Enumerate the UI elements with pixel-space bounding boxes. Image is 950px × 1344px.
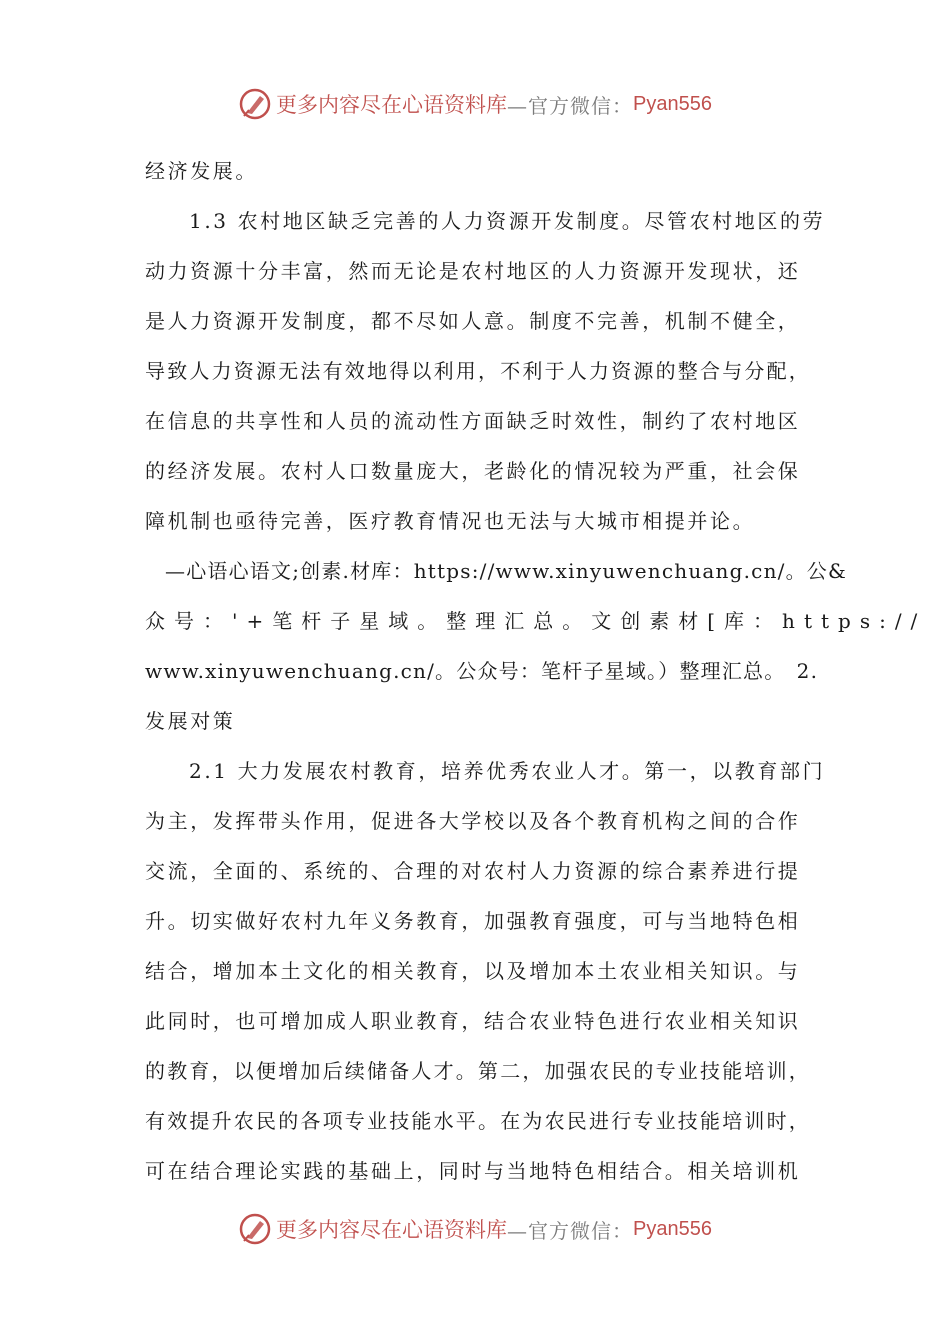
text-line: 升。切实做好农村九年义务教育，加强教育强度，可与当地特色相: [145, 909, 801, 933]
text-line: 的教育，以便增加后续储备人才。第二，加强农民的专业技能培训，: [145, 1059, 811, 1083]
section-heading-1-3: 1.3 农村地区缺乏完善的人力资源开发制度。尽管农村地区的劳: [189, 209, 826, 233]
header-banner-sub: —官方微信：: [507, 93, 634, 118]
text-line: 结合，增加本土文化的相关教育，以及增加本土农业相关知识。与: [145, 959, 801, 983]
quill-logo-icon: [238, 87, 272, 121]
text-line: 经济发展。: [145, 159, 258, 183]
text-line: 导致人力资源无法有效地得以利用，不利于人力资源的整合与分配，: [145, 359, 811, 383]
text-line: 动力资源十分丰富，然而无论是农村地区的人力资源开发现状，还: [145, 259, 801, 283]
header-banner-main: 更多内容尽在心语资料库: [276, 93, 508, 117]
header-watermark-banner: [0, 82, 950, 126]
header-banner-id: Pyan556: [633, 92, 712, 115]
text-line: 是人力资源开发制度，都不尽如人意。制度不完善，机制不健全，: [145, 309, 801, 333]
text-line: 的经济发展。农村人口数量庞大，老龄化的情况较为严重，社会保: [145, 459, 801, 483]
watermark-reference-line: —心语心语文;创素.材库：https://www.xinyuwenchuang.cn/。公&: [165, 559, 847, 583]
footer-banner-id: Pyan556: [633, 1217, 712, 1240]
footer-watermark-banner: [0, 1207, 950, 1251]
section-heading-2: 发展对策: [145, 709, 236, 733]
watermark-reference-line: www.xinyuwenchuang.cn/。公众号：笔杆子星域。）整理汇总。 2.: [145, 659, 819, 683]
text-line: 在信息的共享性和人员的流动性方面缺乏时效性，制约了农村地区: [145, 409, 801, 433]
text-line: 交流，全面的、系统的、合理的对农村人力资源的综合素养进行提: [145, 859, 801, 883]
quill-logo-icon: [238, 1212, 272, 1246]
watermark-reference-line: 众号：'+笔杆子星域。整理汇总。文创素材[库：https://: [145, 609, 927, 633]
text-line: 有效提升农民的各项专业技能水平。在为农民进行专业技能培训时，: [145, 1109, 811, 1133]
text-line: 此同时，也可增加成人职业教育，结合农业特色进行农业相关知识: [145, 1009, 801, 1033]
footer-banner-main: 更多内容尽在心语资料库: [276, 1218, 508, 1242]
text-line: 障机制也亟待完善，医疗教育情况也无法与大城市相提并论。: [145, 509, 756, 533]
text-line: 为主，发挥带头作用，促进各大学校以及各个教育机构之间的合作: [145, 809, 801, 833]
document-body: [145, 146, 927, 1196]
text-line: 可在结合理论实践的基础上，同时与当地特色相结合。相关培训机: [145, 1159, 801, 1183]
footer-banner-sub: —官方微信：: [507, 1218, 634, 1243]
section-heading-2-1: 2.1 大力发展农村教育，培养优秀农业人才。第一，以教育部门: [189, 759, 826, 783]
